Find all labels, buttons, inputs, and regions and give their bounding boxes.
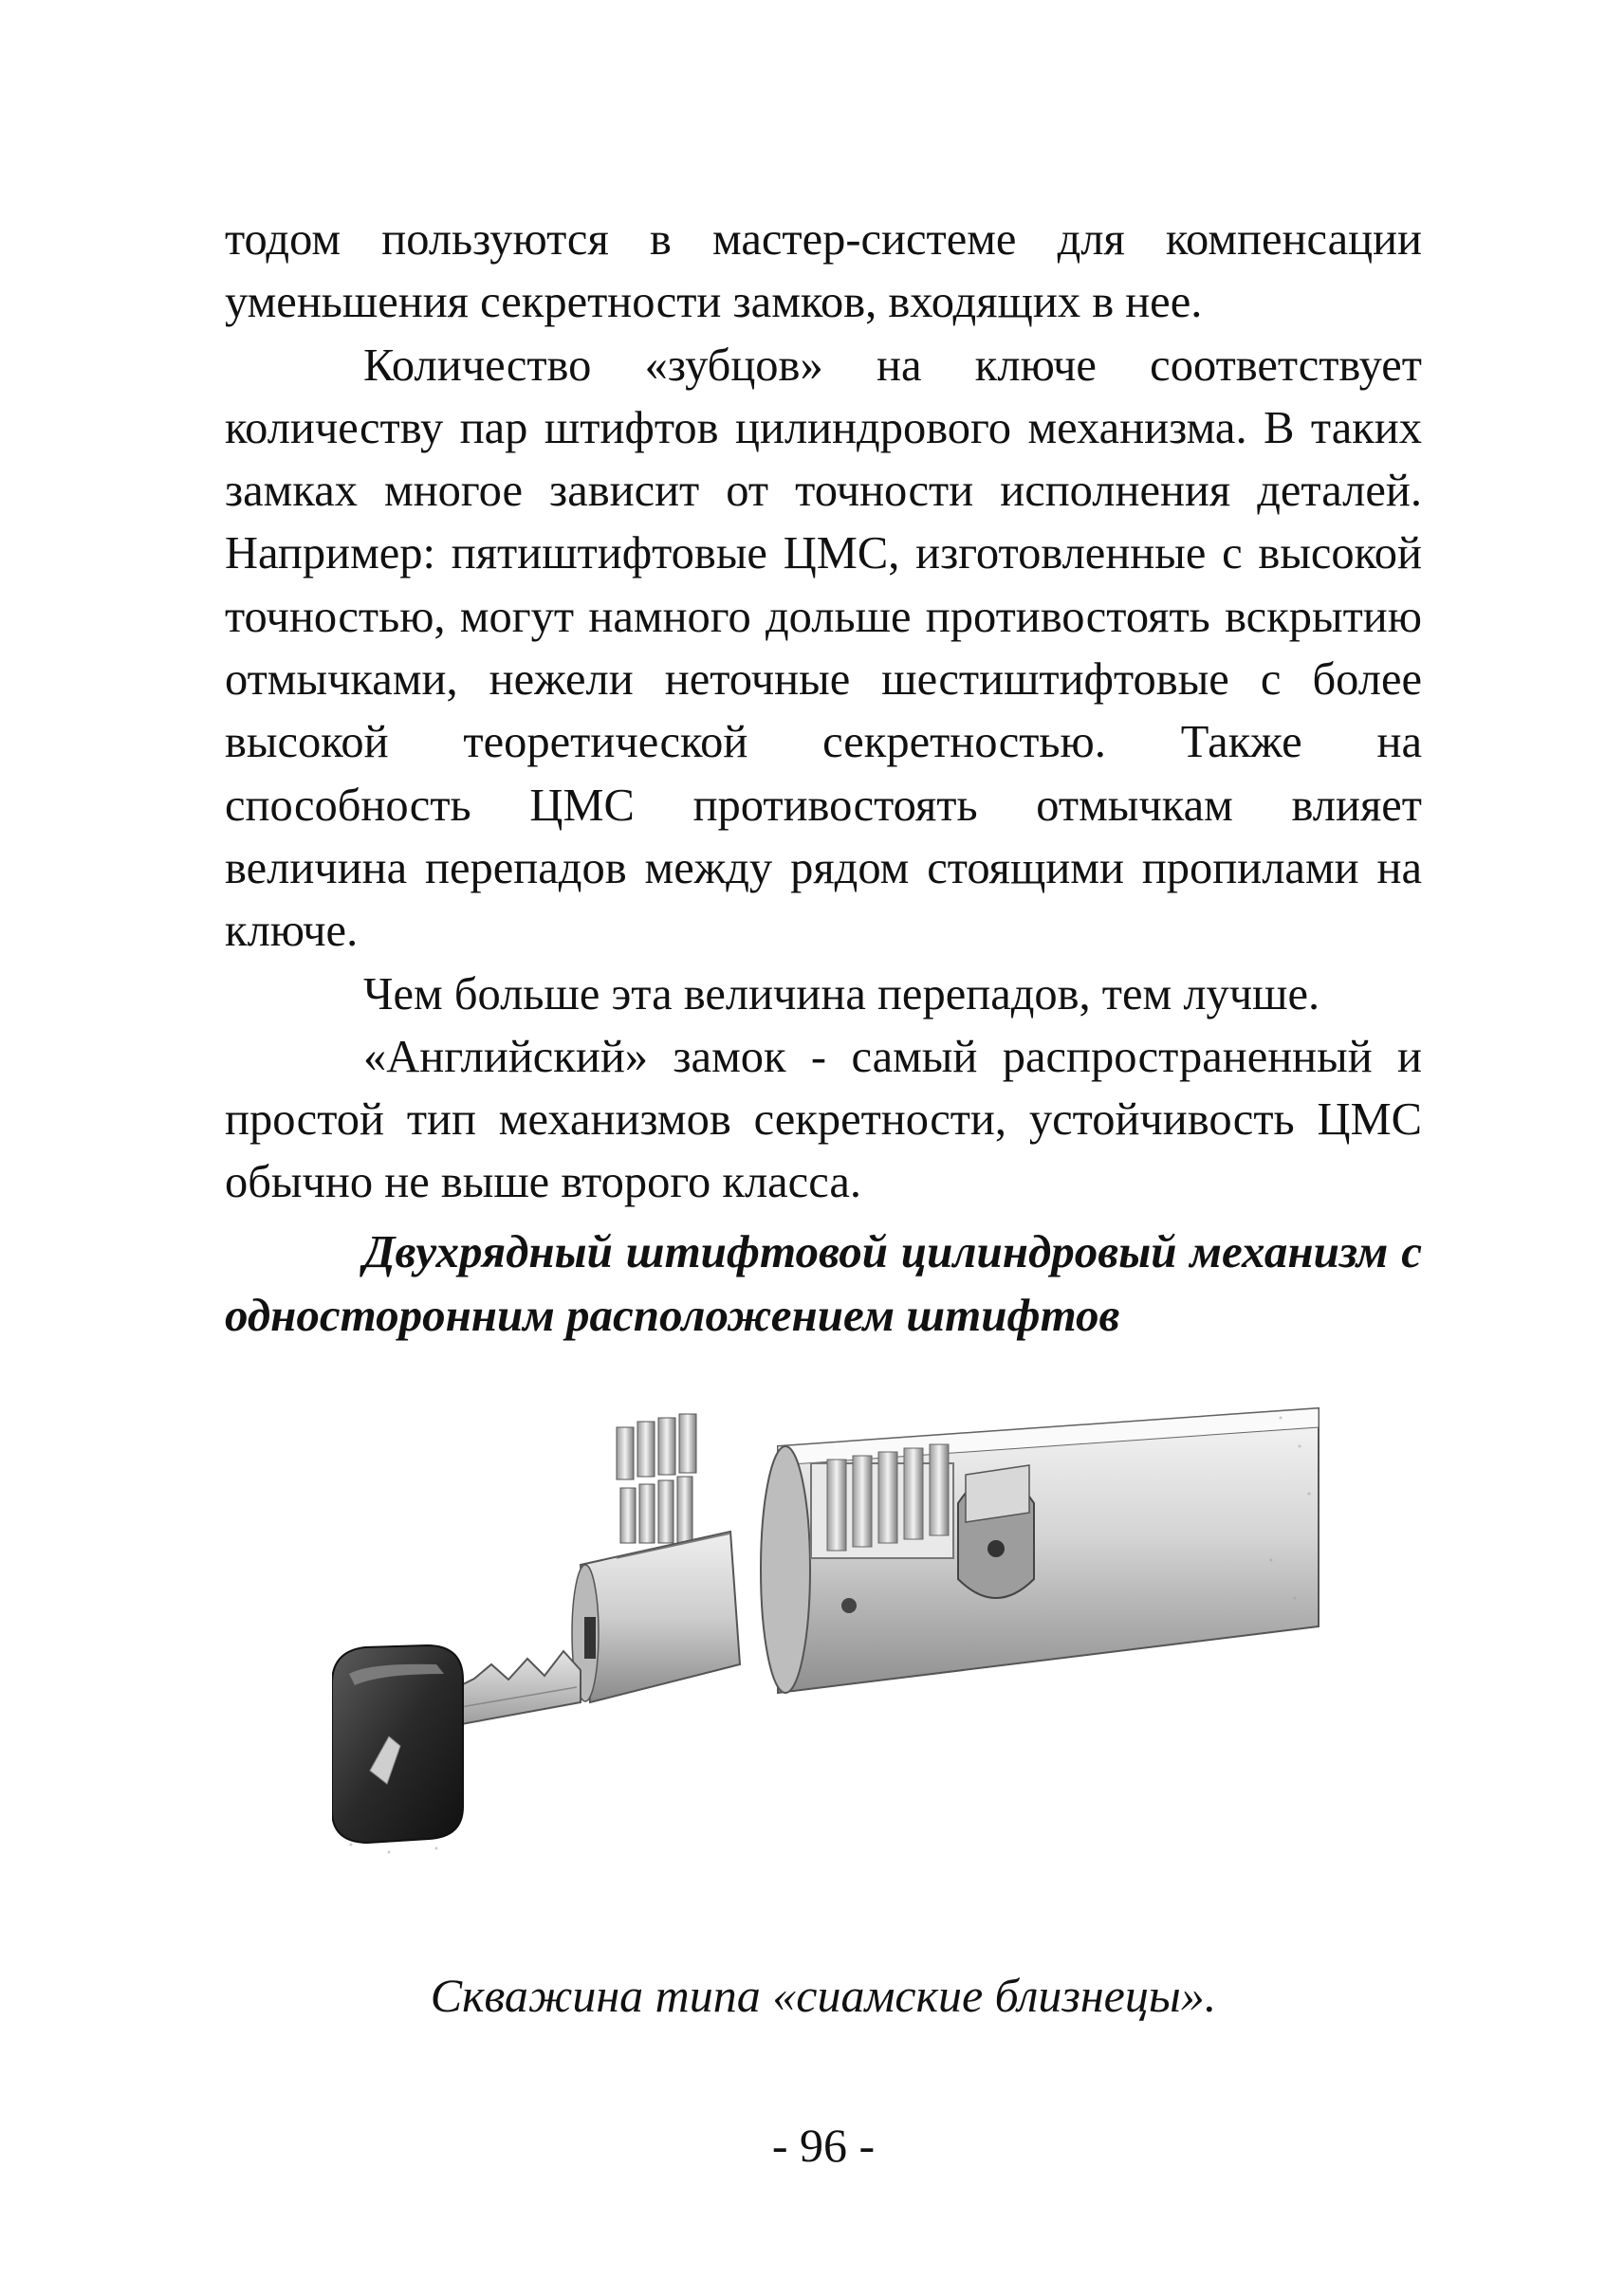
cylinder-housing	[761, 1408, 1319, 1693]
cylinder-plug	[572, 1414, 740, 1702]
paragraph-depth-difference: Чем больше эта величина перепадов, тем лучше.	[363, 968, 1320, 1019]
key-head	[332, 1645, 463, 1843]
figure-caption: Скважина типа «сиамские близнецы».	[430, 1969, 1217, 2022]
paragraph-key-teeth: Количество «зубцов» на ключе соответствует количеству пар штифтов цилиндрового механизма. В таких замках многое зависит от точности исполнения деталей. Например: пятиштифтовые ЦМС, изготовленные с высокой точностью, могут намного дольше противостоять вскрытию отмычками, нежели неточные шестиштифтовые с более высокой теоретической секретностью. Также на способность ЦМС противостоять отмычкам влияет величина перепадов между рядом стоящими пропилами на ключе.	[225, 340, 1422, 957]
page-number: - 96 -	[771, 2119, 876, 2172]
lock-cylinder-illustration	[332, 1389, 1338, 1920]
section-heading: Двухрядный штифтовой цилиндровый механизм с односторонним расположением штифтов	[225, 1225, 1422, 1341]
body-text	[225, 209, 1422, 1215]
paragraph-continuation: тодом пользуются в мастер-системе для компенсации уменьшения секретности замков, входящих в нее.	[225, 214, 1422, 328]
paragraph-english-lock: «Английский» замок - самый распространенный и простой тип механизмов секретности, устойчивость ЦМС обычно не выше второго класса.	[225, 1031, 1422, 1208]
key-blade	[446, 1651, 581, 1727]
lock-cylinder-figure	[332, 1389, 1338, 1920]
